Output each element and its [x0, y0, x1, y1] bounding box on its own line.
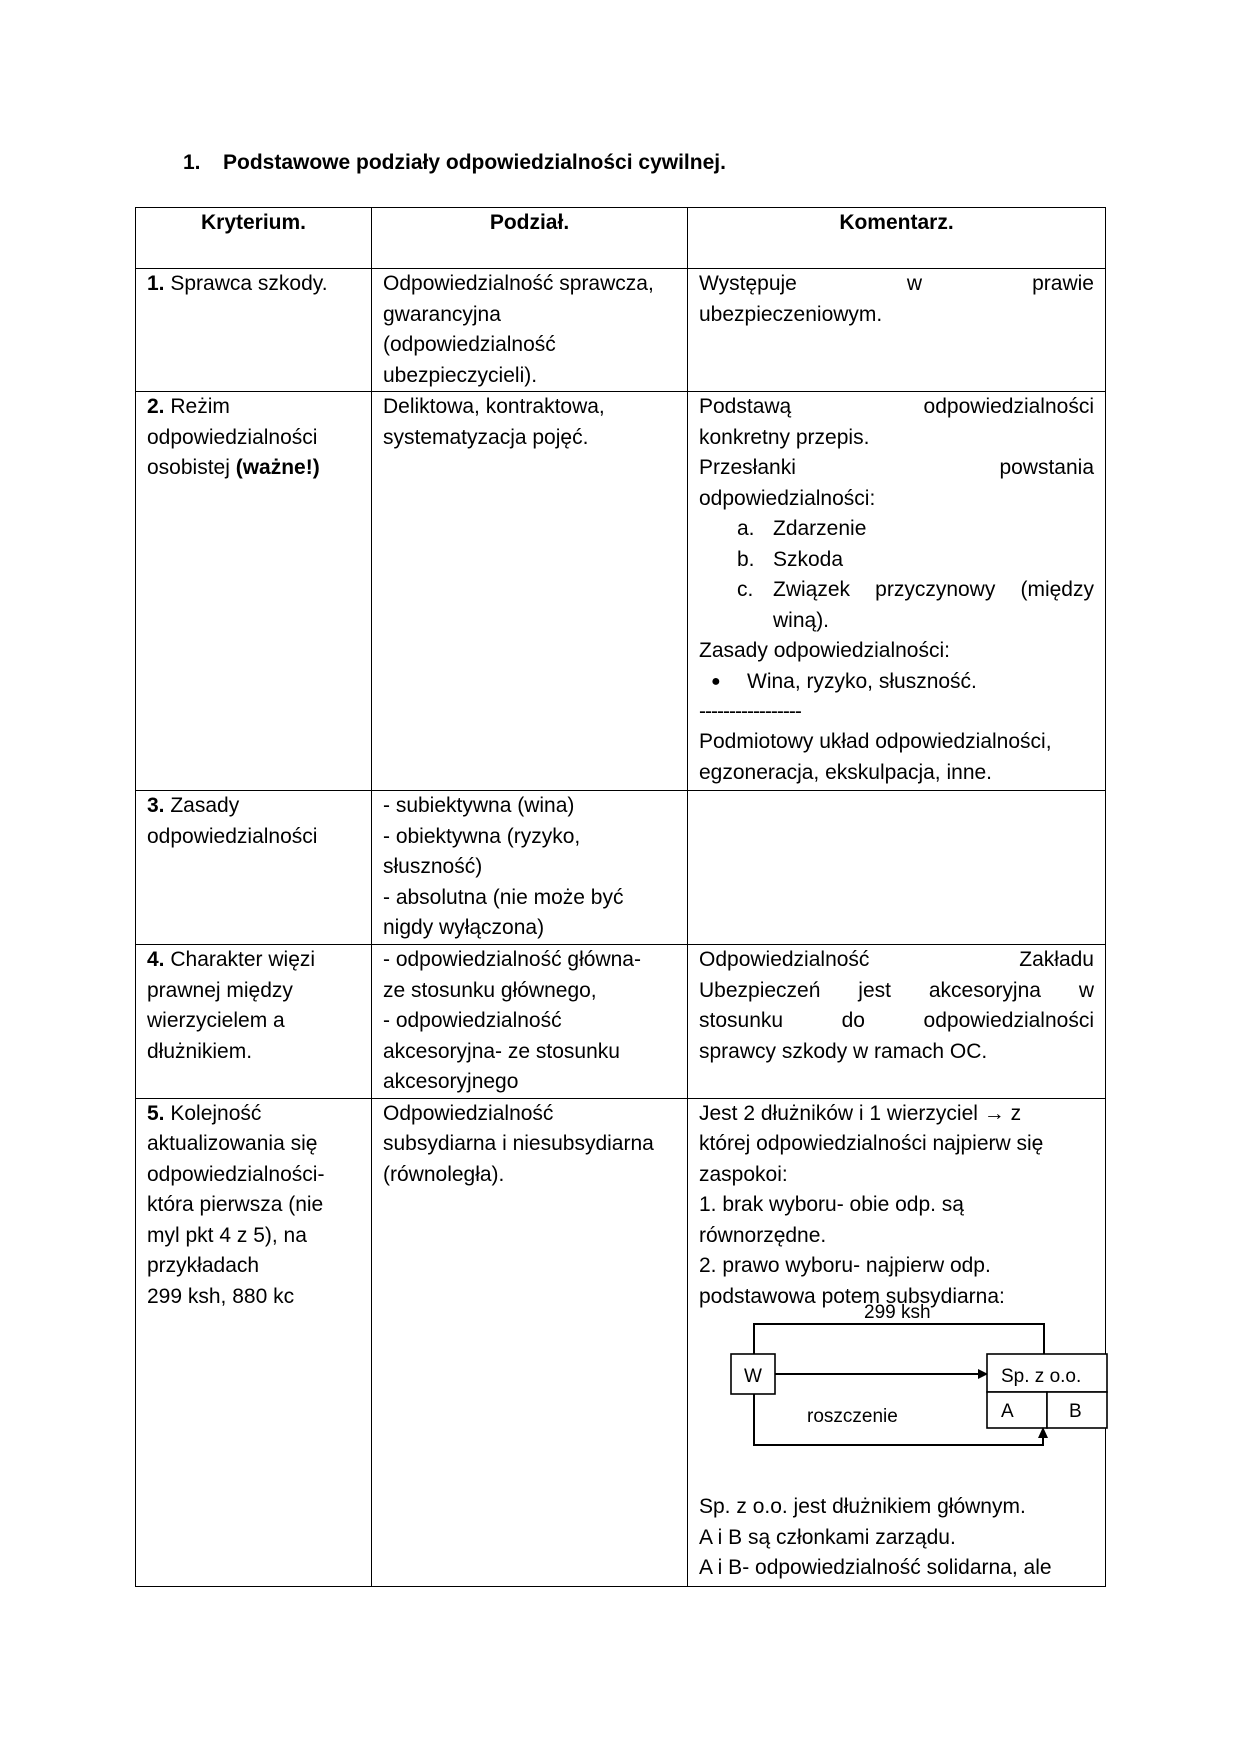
comment-line: stosunku do odpowiedzialności	[699, 1009, 1094, 1032]
heading-title: Podstawowe podziały odpowiedzialności cywilnej.	[223, 151, 726, 174]
division-cell	[372, 1098, 688, 1586]
comment-line: Podstawą odpowiedzialności	[699, 395, 1094, 418]
comment-line: Ubezpieczeń jest akcesoryjna w	[699, 978, 1094, 1002]
comment-line: 1. brak wyboru- obie odp. są	[699, 1193, 964, 1216]
table-row	[136, 791, 1106, 945]
criterion-cell	[136, 269, 372, 392]
criterion-text: Charakter więzi	[164, 948, 316, 971]
list-text: Zdarzenie	[773, 517, 867, 540]
comment-line: odpowiedzialności:	[699, 486, 876, 510]
criterion-text: przykładach	[147, 1254, 260, 1277]
table-row	[136, 945, 1106, 1099]
criterion-text: wierzycielem a	[147, 1009, 285, 1032]
division-cell	[372, 392, 688, 791]
list-text: Związek przyczynowy (między winą).	[773, 578, 1094, 632]
division-line: (równoległa).	[383, 1162, 505, 1186]
criterion-text: osobistej	[147, 456, 236, 479]
list-text: Szkoda	[773, 547, 844, 571]
document-heading	[183, 148, 726, 178]
header-division: Podział.	[372, 208, 688, 269]
diagram-bottom-label: roszczenie	[807, 1406, 898, 1427]
comment-line: Sp. z o.o. jest dłużnikiem głównym.	[699, 1495, 1026, 1518]
list-item	[699, 575, 1094, 636]
comment-line: Występuje w prawie	[699, 272, 1094, 295]
division-line: Odpowiedzialność	[383, 1101, 554, 1125]
criterion-number: 1.	[147, 272, 165, 295]
criterion-text: myl pkt 4 z 5), na	[147, 1223, 307, 1247]
creditor-label: W	[744, 1366, 762, 1387]
comment-line: A i B są członkami zarządu.	[699, 1525, 956, 1549]
criterion-cell	[136, 791, 372, 945]
comment-text: Podmiotowy układ odpowiedzialności, egzoneracja, ekskulpacja, inne.	[699, 730, 1052, 784]
criterion-text: która pierwsza (nie	[147, 1193, 324, 1216]
comment-cell	[688, 945, 1106, 1099]
division-line: - obiektywna (ryzyko,	[383, 824, 581, 848]
member-b-label: B	[1069, 1401, 1082, 1422]
criterion-text: odpowiedzialności	[147, 425, 318, 449]
division-line: - odpowiedzialność	[383, 1009, 562, 1032]
criterion-text: 299 ksh, 880 kc	[147, 1284, 295, 1308]
division-cell	[372, 269, 688, 392]
responsibility-table	[135, 207, 1106, 1587]
comment-cell	[688, 1098, 1106, 1586]
criterion-text: dłużnikiem.	[147, 1039, 253, 1063]
criterion-text: aktualizowania się	[147, 1132, 318, 1155]
member-a-box	[987, 1392, 1047, 1428]
comment-cell	[688, 392, 1106, 791]
list-item	[699, 545, 1094, 576]
member-a-label: A	[1001, 1401, 1014, 1422]
diagram-top-label: 299 ksh	[864, 1302, 931, 1323]
criterion-number: 4.	[147, 948, 165, 971]
list-item	[699, 667, 1094, 698]
list-marker: a.	[737, 517, 755, 540]
comment-line: 2. prawo wyboru- najpierw odp.	[699, 1254, 991, 1277]
comment-line: ubezpieczeniowym.	[699, 302, 883, 326]
division-line: subsydiarna i niesubsydiarna	[383, 1132, 654, 1155]
comment-line: podstawowa potem subsydiarna:	[699, 1284, 1005, 1308]
criterion-cell	[136, 1098, 372, 1586]
division-line: - absolutna (nie może być	[383, 885, 624, 909]
list-marker: b.	[737, 547, 755, 571]
comment-line: Przesłanki powstania	[699, 456, 1094, 479]
criterion-text: odpowiedzialności	[147, 824, 318, 848]
division-text: Deliktowa, kontraktowa, systematyzacja pojęć.	[383, 395, 605, 449]
criterion-text: prawnej między	[147, 978, 293, 1002]
list-text: Wina, ryzyko, słuszność.	[747, 669, 977, 693]
criterion-cell	[136, 392, 372, 791]
important-note: (ważne!)	[235, 456, 320, 479]
list-marker: c.	[737, 578, 754, 601]
division-line: ze stosunku głównego,	[383, 978, 597, 1002]
comment-cell	[688, 791, 1106, 945]
comment-line: równorzędne.	[699, 1223, 827, 1247]
division-line: - subiektywna (wina)	[383, 794, 575, 817]
table-row	[136, 269, 1106, 392]
comment-text: z	[1004, 1101, 1022, 1125]
criterion-text: Reżim	[164, 395, 230, 418]
division-cell	[372, 945, 688, 1099]
criterion-number: 2.	[147, 395, 165, 418]
division-line: akcesoryjna- ze stosunku	[383, 1039, 620, 1063]
comment-line: zaspokoi:	[699, 1162, 788, 1186]
comment-text: Jest 2 dłużników i 1 wierzyciel	[699, 1101, 984, 1125]
criterion-number: 5.	[147, 1101, 165, 1125]
diagram-svg	[699, 1302, 1109, 1492]
comment-line: A i B- odpowiedzialność solidarna, ale	[699, 1556, 1052, 1579]
header-criterion: Kryterium.	[136, 208, 372, 269]
criterion-text: Sprawca szkody.	[164, 272, 328, 295]
criterion-cell	[136, 945, 372, 1099]
arrow-right-icon: →	[983, 1101, 1005, 1125]
comment-line: Odpowiedzialność Zakładu	[699, 948, 1094, 971]
division-line: słuszność)	[383, 855, 483, 878]
header-comment: Komentarz.	[688, 208, 1106, 269]
comment-cell	[688, 269, 1106, 392]
debtor-label: Sp. z o.o.	[1001, 1366, 1082, 1387]
division-line: - odpowiedzialność główna-	[383, 948, 641, 971]
list-item	[699, 514, 1094, 545]
criterion-text: odpowiedzialności-	[147, 1162, 325, 1186]
heading-number: 1.	[183, 151, 201, 174]
comment-line: konkretny przepis.	[699, 425, 870, 449]
criterion-number: 3.	[147, 794, 165, 817]
comment-line: sprawcy szkody w ramach OC.	[699, 1039, 988, 1063]
separator-line: -----------------	[699, 700, 801, 723]
table-header-row	[136, 208, 1106, 269]
division-line: akcesoryjnego	[383, 1070, 519, 1093]
table-row	[136, 1098, 1106, 1586]
table-row	[136, 392, 1106, 791]
criterion-text: Zasady	[164, 794, 240, 817]
bullet-icon: ●	[711, 672, 721, 690]
criterion-text: Kolejność	[164, 1101, 262, 1125]
comment-line: Zasady odpowiedzialności:	[699, 639, 950, 662]
liability-diagram	[699, 1302, 1109, 1492]
top-connector-line	[754, 1324, 1044, 1354]
division-line: nigdy wyłączona)	[383, 916, 545, 939]
division-cell	[372, 791, 688, 945]
comment-line: której odpowiedzialności najpierw się	[699, 1132, 1044, 1155]
division-text: Odpowiedzialność sprawcza, gwarancyjna (odpowiedzialność ubezpieczycieli).	[383, 272, 654, 387]
